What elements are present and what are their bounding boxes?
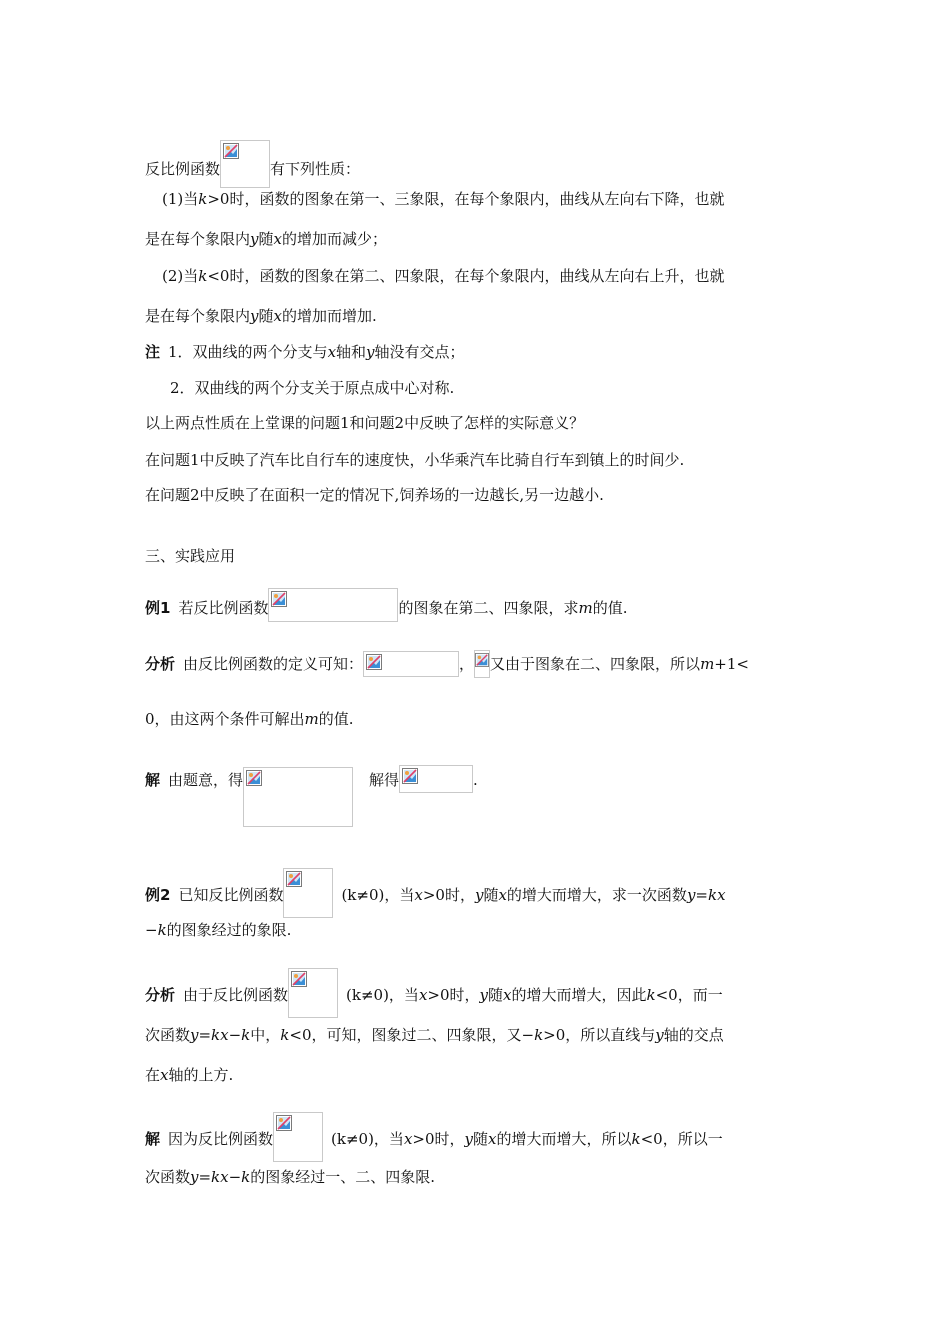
question-line: 以上两点性质在上堂课的问题1和问题2中反映了怎样的实际意义？ <box>145 414 585 432</box>
para-property-2-cont: 是在每个象限内y随x的增加而增加. <box>145 307 377 325</box>
analysis-2: 分析 由于反比例函数 (k≠0)，当x>0时，y随x的增大而增大，因此k<0，而一 <box>145 968 723 990</box>
formula-image <box>268 588 398 622</box>
formula-image <box>243 767 353 827</box>
analysis-2-cont: 次函数y=kx−k中，k<0，可知，图象过二、四象限，又−k>0，所以直线与y轴的交点 <box>145 1026 724 1044</box>
solution-1: 解 由题意，得 解得 . <box>145 765 478 787</box>
analysis-2-cont2: 在x轴的上方. <box>145 1066 234 1084</box>
para-property-2: (2)当k<0时，函数的图象在第二、四象限，在每个象限内，曲线从左向右上升，也就 <box>162 267 725 285</box>
example-2-cont: −k的图象经过的象限. <box>145 921 292 939</box>
formula-image <box>474 650 490 678</box>
broken-image-icon <box>475 653 489 667</box>
broken-image-icon <box>246 770 262 786</box>
note-1: 注 1．双曲线的两个分支与x轴和y轴没有交点； <box>145 343 465 361</box>
example-2: 例2 已知反比例函数 (k≠0)，当x>0时，y随x的增大而增大，求一次函数y=kx <box>145 868 726 890</box>
broken-image-icon <box>402 768 418 784</box>
analysis-1: 分析 由反比例函数的定义可知： ， 又由于图象在二、四象限，所以m+1< <box>145 650 749 672</box>
broken-image-icon <box>271 591 287 607</box>
note-2: 2．双曲线的两个分支关于原点成中心对称. <box>170 379 455 397</box>
broken-image-icon <box>291 971 307 987</box>
broken-image-icon <box>276 1115 292 1131</box>
solution-2: 解 因为反比例函数 (k≠0)，当x>0时，y随x的增大而增大，所以k<0，所以一 <box>145 1112 723 1134</box>
solution-2-cont: 次函数y=kx−k的图象经过一、二、四象限. <box>145 1168 436 1186</box>
broken-image-icon <box>366 654 382 670</box>
analysis-1-cont: 0，由这两个条件可解出m的值. <box>145 710 354 728</box>
example-1: 例1 若反比例函数 的图象在第二、四象限，求m的值. <box>145 588 627 610</box>
formula-image <box>288 968 338 1018</box>
formula-image <box>273 1112 323 1162</box>
broken-image-icon <box>223 143 239 159</box>
para-property-1: (1)当k>0时，函数的图象在第一、三象限，在每个象限内，曲线从左向右下降，也就 <box>162 190 725 208</box>
formula-image <box>363 651 459 677</box>
answer-line-1: 在问题1中反映了汽车比自行车的速度快，小华乘汽车比骑自行车到镇上的时间少. <box>145 451 685 469</box>
formula-image <box>399 765 473 793</box>
broken-image-icon <box>286 871 302 887</box>
formula-image <box>283 868 333 918</box>
formula-image <box>220 140 270 188</box>
answer-line-2: 在问题2中反映了在面积一定的情况下,饲养场的一边越长,另一边越小. <box>145 486 604 504</box>
section-heading: 三、实践应用 <box>145 547 236 565</box>
para-property-intro: 反比例函数 有下列性质： <box>145 140 360 162</box>
para-property-1-cont: 是在每个象限内y随x的增加而减少； <box>145 230 387 248</box>
